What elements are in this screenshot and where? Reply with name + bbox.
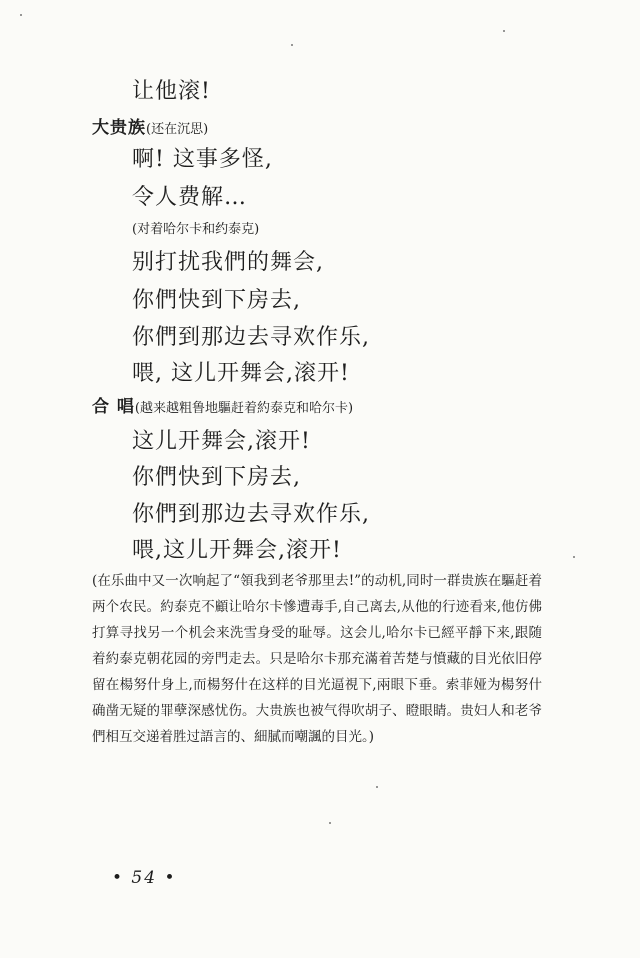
verse-line: 让他滚! — [132, 79, 211, 104]
speaker-name: 合 唱 — [92, 397, 135, 417]
scan-speck — [503, 30, 505, 32]
verse-line: 别打扰我們的舞会, — [132, 250, 324, 275]
stage-direction: (还在沉思) — [146, 122, 209, 137]
stage-note: (在乐曲中又一次响起了“領我到老爷那里去!”的动机,同时一群贵族在驅赶着两个农民。約泰克不顧让哈尔卡慘遭毒手,自己离去,从他的行迹看来,他仿佛打算寻找另一个机会来洗雪身受的耻辱。这会儿,哈尔卡已經平靜下来,跟随着約泰克朝花园的旁門走去。只是哈尔卡那充滿着苦楚与憤藏的目光依旧停留在楊努什身上,而楊努什在这样的目光逼視下,兩眼下垂。索菲娅为楊努什确凿无疑的罪孽深感忧伤。大贵族也被气得吹胡子、瞪眼睛。贵妇人和老爷們相互交递着胜过語言的、細膩而嘲諷的目光。) — [92, 573, 542, 745]
speaker-name: 大贵族 — [92, 118, 146, 138]
stage-direction: (对着哈尔卡和约泰克) — [132, 222, 260, 237]
scan-speck — [291, 44, 293, 46]
scan-speck — [329, 822, 331, 824]
verse-line: 啊! 这事多怪, — [132, 147, 273, 172]
stage-direction: (越来越粗鲁地驅赶着約泰克和哈尔卡) — [134, 401, 354, 416]
scan-speck — [376, 786, 378, 788]
verse-line: 你們到那边去寻欢作乐, — [132, 325, 370, 350]
verse-line: 喂,这儿开舞会,滚开! — [132, 538, 342, 563]
verse-line: 这儿开舞会,滚开! — [132, 429, 311, 454]
speaker-line — [92, 392, 353, 417]
verse-line: 你們快到下房去, — [132, 465, 301, 490]
speaker-line — [92, 113, 208, 138]
verse-line: 你們快到下房去, — [132, 288, 301, 313]
verse-line: 你們到那边去寻欢作乐, — [132, 502, 370, 527]
page-number: • 54 • — [112, 868, 177, 888]
verse-line: 喂, 这儿开舞会,滚开! — [132, 361, 350, 386]
verse-line: 令人费解… — [132, 185, 248, 210]
scan-speck — [20, 14, 22, 16]
scan-speck — [573, 556, 575, 558]
